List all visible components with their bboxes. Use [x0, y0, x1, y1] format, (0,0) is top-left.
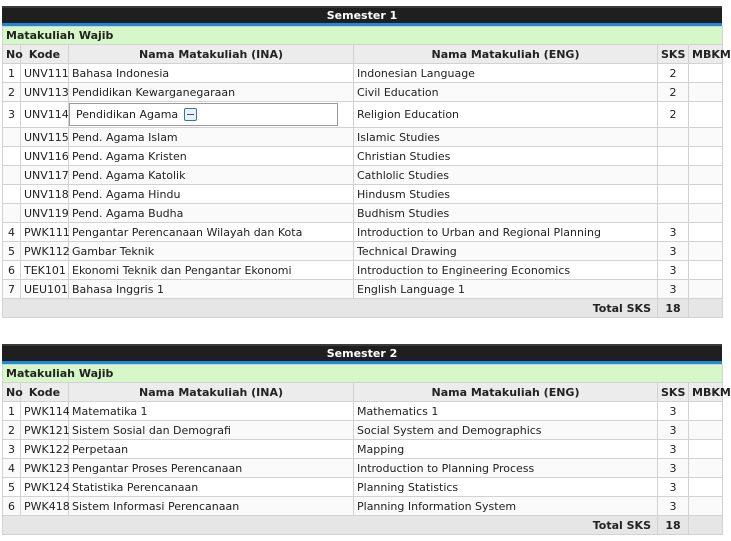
header-nama-eng: Nama Matakuliah (ENG): [354, 383, 658, 402]
table-row: [3, 421, 723, 440]
cell-nama-eng: Mathematics 1: [354, 402, 658, 421]
cell-no: 6: [3, 261, 21, 280]
cell-no: 5: [3, 478, 21, 497]
table-row: [3, 64, 723, 83]
cell-nama-eng: English Language 1: [354, 280, 658, 299]
cell-no: [3, 147, 21, 166]
cell-nama-ina: Pengantar Perencanaan Wilayah dan Kota: [69, 223, 354, 242]
cell-sks: 3: [658, 421, 689, 440]
cell-sks: 3: [658, 459, 689, 478]
cell-kode: PWK418: [21, 497, 69, 516]
total-sks-value: 18: [658, 299, 689, 318]
total-sks-label: Total SKS: [3, 516, 658, 535]
cell-kode: PWK123: [21, 459, 69, 478]
cell-no: [3, 128, 21, 147]
header-sks: SKS: [658, 383, 689, 402]
cell-nama-eng: Civil Education: [354, 83, 658, 102]
cell-nama-ina: Bahasa Indonesia: [69, 64, 354, 83]
semester-1-section: [2, 6, 731, 318]
cell-no: [3, 185, 21, 204]
total-row: [3, 516, 723, 535]
cell-nama-ina: Pend. Agama Kristen: [69, 147, 354, 166]
table-row: [3, 497, 723, 516]
cell-nama-eng: Technical Drawing: [354, 242, 658, 261]
cell-sks: [658, 204, 689, 223]
header-no: No: [3, 383, 21, 402]
cell-sks: 3: [658, 497, 689, 516]
cell-nama-eng: Planning Information System: [354, 497, 658, 516]
cell-nama-eng: Budhism Studies: [354, 204, 658, 223]
cell-no: 7: [3, 280, 21, 299]
cell-sks: 3: [658, 261, 689, 280]
cell-kode: UNV117: [21, 166, 69, 185]
cell-mbkm: [689, 83, 723, 102]
cell-kode: PWK121: [21, 421, 69, 440]
cell-no: 2: [3, 83, 21, 102]
cell-nama-ina: Pend. Agama Hindu: [69, 185, 354, 204]
header-mbkm: MBKM: [689, 383, 723, 402]
cell-mbkm: [689, 242, 723, 261]
cell-nama-eng: Cathlolic Studies: [354, 166, 658, 185]
header-mbkm: MBKM: [689, 45, 723, 64]
cell-no: 4: [3, 459, 21, 478]
cell-kode: PWK122: [21, 440, 69, 459]
cell-nama-ina: Statistika Perencanaan: [69, 478, 354, 497]
table-row: [3, 440, 723, 459]
cell-nama-eng: Introduction to Urban and Regional Planning: [354, 223, 658, 242]
cell-mbkm: [689, 128, 723, 147]
cell-nama-ina: Pend. Agama Islam: [69, 128, 354, 147]
cell-nama-ina: Bahasa Inggris 1: [69, 280, 354, 299]
cell-sks: 2: [658, 83, 689, 102]
cell-sks: [658, 166, 689, 185]
header-kode: Kode: [21, 45, 69, 64]
cell-nama-ina: Ekonomi Teknik dan Pengantar Ekonomi: [69, 261, 354, 280]
semester-title: Semester 1: [2, 6, 722, 26]
total-mbkm: [689, 516, 723, 535]
cell-nama-eng: Hindusm Studies: [354, 185, 658, 204]
cell-nama-ina: Perpetaan: [69, 440, 354, 459]
header-nama-eng: Nama Matakuliah (ENG): [354, 45, 658, 64]
course-table: [2, 364, 731, 535]
cell-kode: UNV116: [21, 147, 69, 166]
cell-sks: 3: [658, 478, 689, 497]
semester-title: Semester 2: [2, 344, 722, 364]
table-row: [3, 128, 723, 147]
table-row: [3, 223, 723, 242]
total-row: [3, 299, 723, 318]
cell-nama-ina: Pengantar Proses Perencanaan: [69, 459, 354, 478]
cell-kode: UNV114: [21, 102, 69, 128]
cell-sks: 3: [658, 280, 689, 299]
cell-mbkm: [689, 402, 723, 421]
table-row: [3, 242, 723, 261]
total-sks-value: 18: [658, 516, 689, 535]
cell-no: 5: [3, 242, 21, 261]
cell-nama-eng: Introduction to Planning Process: [354, 459, 658, 478]
cell-mbkm: [689, 497, 723, 516]
cell-kode: UNV111: [21, 64, 69, 83]
cell-kode: UNV113: [21, 83, 69, 102]
cell-nama-ina: Pend. Agama Katolik: [69, 166, 354, 185]
header-kode: Kode: [21, 383, 69, 402]
cell-mbkm: [689, 440, 723, 459]
table-row: [3, 185, 723, 204]
table-row: [3, 402, 723, 421]
cell-sks: 2: [658, 64, 689, 83]
table-row: [3, 166, 723, 185]
cell-nama-ina: [69, 102, 354, 128]
cell-mbkm: [689, 459, 723, 478]
header-no: No: [3, 45, 21, 64]
table-row-expanded: [3, 102, 723, 128]
cell-mbkm: [689, 280, 723, 299]
cell-sks: [658, 185, 689, 204]
cell-mbkm: [689, 478, 723, 497]
total-sks-label: Total SKS: [3, 299, 658, 318]
cell-kode: PWK124: [21, 478, 69, 497]
cell-mbkm: [689, 204, 723, 223]
course-name: Pendidikan Agama: [76, 107, 179, 121]
cell-nama-eng: Introduction to Engineering Economics: [354, 261, 658, 280]
header-nama-ina: Nama Matakuliah (INA): [69, 45, 354, 64]
cell-nama-eng: Christian Studies: [354, 147, 658, 166]
cell-mbkm: [689, 147, 723, 166]
semester-2-section: [2, 344, 731, 535]
cell-no: [3, 166, 21, 185]
category-label: Matakuliah Wajib: [3, 27, 723, 45]
cell-kode: PWK111: [21, 223, 69, 242]
cell-no: 1: [3, 64, 21, 83]
cell-kode: PWK112: [21, 242, 69, 261]
total-mbkm: [689, 299, 723, 318]
table-row: [3, 459, 723, 478]
cell-no: 4: [3, 223, 21, 242]
cell-kode: UEU101: [21, 280, 69, 299]
expandable-course-box: [69, 103, 338, 127]
cell-nama-eng: Social System and Demographics: [354, 421, 658, 440]
cell-sks: 2: [658, 102, 689, 128]
cell-mbkm: [689, 64, 723, 83]
cell-nama-eng: Religion Education: [354, 102, 658, 128]
course-table: [2, 26, 731, 318]
cell-mbkm: [689, 421, 723, 440]
cell-no: [3, 204, 21, 223]
cell-nama-ina: Sistem Sosial dan Demografi: [69, 421, 354, 440]
cell-sks: 3: [658, 440, 689, 459]
collapse-minus-icon[interactable]: [184, 108, 197, 121]
cell-sks: 3: [658, 223, 689, 242]
cell-kode: TEK101: [21, 261, 69, 280]
header-sks: SKS: [658, 45, 689, 64]
cell-no: 3: [3, 102, 21, 128]
cell-nama-ina: Pend. Agama Budha: [69, 204, 354, 223]
cell-mbkm: [689, 223, 723, 242]
cell-no: 6: [3, 497, 21, 516]
table-row: [3, 261, 723, 280]
table-row: [3, 204, 723, 223]
table-row: [3, 83, 723, 102]
cell-nama-ina: Sistem Informasi Perencanaan: [69, 497, 354, 516]
header-nama-ina: Nama Matakuliah (INA): [69, 383, 354, 402]
cell-nama-eng: Mapping: [354, 440, 658, 459]
cell-mbkm: [689, 185, 723, 204]
table-row: [3, 147, 723, 166]
cell-sks: [658, 128, 689, 147]
cell-kode: UNV118: [21, 185, 69, 204]
cell-mbkm: [689, 261, 723, 280]
cell-nama-ina: Matematika 1: [69, 402, 354, 421]
table-row: [3, 280, 723, 299]
cell-kode: UNV119: [21, 204, 69, 223]
cell-nama-eng: Indonesian Language: [354, 64, 658, 83]
table-row: [3, 478, 723, 497]
cell-sks: 3: [658, 242, 689, 261]
cell-mbkm: [689, 102, 723, 128]
cell-nama-eng: Planning Statistics: [354, 478, 658, 497]
cell-nama-ina: Gambar Teknik: [69, 242, 354, 261]
cell-nama-ina: Pendidikan Kewarganegaraan: [69, 83, 354, 102]
cell-no: 3: [3, 440, 21, 459]
cell-no: 2: [3, 421, 21, 440]
cell-nama-eng: Islamic Studies: [354, 128, 658, 147]
cell-no: 1: [3, 402, 21, 421]
cell-kode: PWK114: [21, 402, 69, 421]
category-label: Matakuliah Wajib: [3, 365, 723, 383]
cell-kode: UNV115: [21, 128, 69, 147]
cell-sks: 3: [658, 402, 689, 421]
cell-sks: [658, 147, 689, 166]
cell-mbkm: [689, 166, 723, 185]
